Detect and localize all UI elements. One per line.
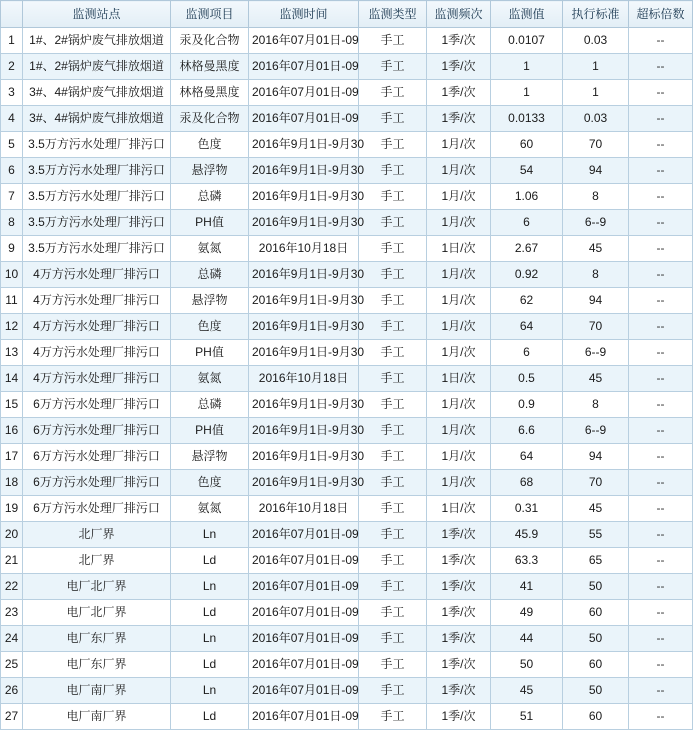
cell-over: -- [629,470,693,496]
table-row[interactable] [1,106,693,132]
cell-time: 2016年9月1日-9月30 [249,418,359,444]
cell-idx: 7 [1,184,23,210]
cell-freq: 1日/次 [427,496,491,522]
cell-val: 64 [491,444,563,470]
cell-std: 70 [563,132,629,158]
cell-idx: 27 [1,704,23,730]
cell-item: Ln [171,626,249,652]
cell-val: 50 [491,652,563,678]
cell-time: 2016年9月1日-9月30 [249,210,359,236]
cell-idx: 11 [1,288,23,314]
cell-item: 总磷 [171,184,249,210]
cell-val: 63.3 [491,548,563,574]
cell-std: 45 [563,496,629,522]
cell-val: 1 [491,80,563,106]
cell-std: 0.03 [563,106,629,132]
cell-over: -- [629,80,693,106]
cell-site: 电厂东厂界 [23,652,171,678]
column-header-type[interactable]: 监测类型 [359,1,427,28]
cell-item: 汞及化合物 [171,28,249,54]
cell-type: 手工 [359,106,427,132]
cell-freq: 1季/次 [427,28,491,54]
cell-type: 手工 [359,548,427,574]
cell-site: 6万方污水处理厂排污口 [23,418,171,444]
cell-freq: 1季/次 [427,548,491,574]
cell-idx: 12 [1,314,23,340]
cell-freq: 1月/次 [427,288,491,314]
cell-val: 54 [491,158,563,184]
column-header-standard[interactable]: 执行标准 [563,1,629,28]
cell-freq: 1季/次 [427,106,491,132]
cell-type: 手工 [359,184,427,210]
cell-idx: 17 [1,444,23,470]
cell-std: 8 [563,262,629,288]
cell-freq: 1季/次 [427,54,491,80]
cell-over: -- [629,28,693,54]
cell-val: 6 [491,210,563,236]
cell-time: 2016年07月01日-09 [249,548,359,574]
cell-idx: 2 [1,54,23,80]
cell-val: 1.06 [491,184,563,210]
cell-site: 4万方污水处理厂排污口 [23,366,171,392]
cell-val: 0.9 [491,392,563,418]
cell-over: -- [629,366,693,392]
table-row[interactable] [1,210,693,236]
cell-over: -- [629,210,693,236]
table-row[interactable] [1,470,693,496]
cell-time: 2016年9月1日-9月30 [249,288,359,314]
cell-item: Ld [171,548,249,574]
cell-item: 悬浮物 [171,288,249,314]
cell-val: 41 [491,574,563,600]
cell-over: -- [629,496,693,522]
cell-time: 2016年9月1日-9月30 [249,340,359,366]
cell-std: 45 [563,366,629,392]
table-row[interactable] [1,652,693,678]
cell-time: 2016年07月01日-09 [249,678,359,704]
table-row[interactable] [1,392,693,418]
cell-freq: 1日/次 [427,366,491,392]
cell-freq: 1月/次 [427,210,491,236]
cell-item: Ld [171,600,249,626]
column-header-frequency[interactable]: 监测频次 [427,1,491,28]
cell-item: 林格曼黑度 [171,80,249,106]
cell-over: -- [629,522,693,548]
cell-val: 45 [491,678,563,704]
cell-idx: 15 [1,392,23,418]
cell-idx: 21 [1,548,23,574]
cell-std: 70 [563,470,629,496]
cell-freq: 1月/次 [427,184,491,210]
cell-val: 68 [491,470,563,496]
cell-over: -- [629,678,693,704]
cell-val: 0.31 [491,496,563,522]
cell-type: 手工 [359,600,427,626]
table-row[interactable] [1,366,693,392]
cell-over: -- [629,288,693,314]
cell-freq: 1月/次 [427,340,491,366]
cell-item: Ld [171,652,249,678]
column-header-index[interactable] [1,1,23,28]
cell-type: 手工 [359,210,427,236]
cell-item: PH值 [171,418,249,444]
cell-freq: 1月/次 [427,262,491,288]
table-row[interactable] [1,80,693,106]
cell-freq: 1日/次 [427,236,491,262]
cell-std: 45 [563,236,629,262]
cell-time: 2016年9月1日-9月30 [249,184,359,210]
cell-freq: 1季/次 [427,704,491,730]
cell-site: 3.5万方污水处理厂排污口 [23,132,171,158]
cell-over: -- [629,132,693,158]
table-row[interactable] [1,340,693,366]
cell-std: 1 [563,54,629,80]
cell-over: -- [629,392,693,418]
cell-time: 2016年9月1日-9月30 [249,262,359,288]
cell-item: 汞及化合物 [171,106,249,132]
cell-freq: 1季/次 [427,626,491,652]
cell-over: -- [629,418,693,444]
cell-std: 55 [563,522,629,548]
cell-freq: 1月/次 [427,444,491,470]
cell-item: 悬浮物 [171,158,249,184]
cell-idx: 25 [1,652,23,678]
cell-val: 0.92 [491,262,563,288]
cell-time: 2016年9月1日-9月30 [249,470,359,496]
cell-site: 3.5万方污水处理厂排污口 [23,236,171,262]
cell-site: 1#、2#锅炉废气排放烟道 [23,28,171,54]
cell-item: 氨氮 [171,366,249,392]
cell-type: 手工 [359,678,427,704]
cell-item: 林格曼黑度 [171,54,249,80]
cell-site: 电厂北厂界 [23,574,171,600]
cell-type: 手工 [359,158,427,184]
cell-over: -- [629,600,693,626]
table-row[interactable] [1,288,693,314]
cell-type: 手工 [359,444,427,470]
cell-site: 6万方污水处理厂排污口 [23,470,171,496]
cell-idx: 16 [1,418,23,444]
cell-site: 6万方污水处理厂排污口 [23,444,171,470]
table-row[interactable] [1,496,693,522]
column-header-value[interactable]: 监测值 [491,1,563,28]
table-header [1,1,693,28]
cell-type: 手工 [359,288,427,314]
cell-over: -- [629,184,693,210]
table-row[interactable] [1,158,693,184]
cell-type: 手工 [359,54,427,80]
cell-item: 色度 [171,470,249,496]
cell-site: 3.5万方污水处理厂排污口 [23,184,171,210]
cell-std: 1 [563,80,629,106]
cell-time: 2016年10月18日 [249,496,359,522]
cell-site: 电厂东厂界 [23,626,171,652]
cell-val: 1 [491,54,563,80]
cell-site: 电厂北厂界 [23,600,171,626]
cell-idx: 9 [1,236,23,262]
cell-over: -- [629,158,693,184]
cell-item: Ln [171,574,249,600]
cell-item: Ln [171,678,249,704]
cell-val: 2.67 [491,236,563,262]
cell-idx: 10 [1,262,23,288]
table-row[interactable] [1,678,693,704]
cell-site: 3#、4#锅炉废气排放烟道 [23,106,171,132]
table-row[interactable] [1,28,693,54]
cell-val: 0.0133 [491,106,563,132]
cell-type: 手工 [359,314,427,340]
cell-item: PH值 [171,210,249,236]
cell-idx: 13 [1,340,23,366]
table-row[interactable] [1,184,693,210]
cell-item: Ln [171,522,249,548]
cell-val: 0.5 [491,366,563,392]
cell-freq: 1月/次 [427,470,491,496]
table-row[interactable] [1,314,693,340]
table-row[interactable] [1,418,693,444]
cell-freq: 1月/次 [427,132,491,158]
cell-freq: 1季/次 [427,600,491,626]
cell-type: 手工 [359,262,427,288]
cell-val: 45.9 [491,522,563,548]
cell-over: -- [629,548,693,574]
cell-time: 2016年07月01日-09 [249,522,359,548]
cell-idx: 22 [1,574,23,600]
cell-std: 60 [563,600,629,626]
table-row[interactable] [1,704,693,730]
cell-time: 2016年9月1日-9月30 [249,314,359,340]
cell-type: 手工 [359,704,427,730]
cell-over: -- [629,262,693,288]
cell-type: 手工 [359,652,427,678]
cell-site: 6万方污水处理厂排污口 [23,496,171,522]
cell-val: 0.0107 [491,28,563,54]
table-row[interactable] [1,548,693,574]
cell-idx: 24 [1,626,23,652]
cell-time: 2016年10月18日 [249,366,359,392]
table-row[interactable] [1,262,693,288]
cell-time: 2016年07月01日-09 [249,704,359,730]
cell-site: 3.5万方污水处理厂排污口 [23,210,171,236]
cell-std: 50 [563,574,629,600]
table-row[interactable] [1,236,693,262]
cell-std: 6--9 [563,418,629,444]
cell-std: 94 [563,288,629,314]
cell-type: 手工 [359,80,427,106]
cell-val: 51 [491,704,563,730]
cell-idx: 5 [1,132,23,158]
cell-idx: 1 [1,28,23,54]
cell-time: 2016年07月01日-09 [249,28,359,54]
table-row[interactable] [1,54,693,80]
cell-site: 6万方污水处理厂排污口 [23,392,171,418]
cell-type: 手工 [359,496,427,522]
cell-item: PH值 [171,340,249,366]
cell-std: 6--9 [563,340,629,366]
cell-type: 手工 [359,392,427,418]
cell-item: 总磷 [171,262,249,288]
cell-std: 8 [563,392,629,418]
cell-time: 2016年07月01日-09 [249,626,359,652]
cell-site: 4万方污水处理厂排污口 [23,314,171,340]
cell-item: 氨氮 [171,496,249,522]
cell-freq: 1月/次 [427,158,491,184]
cell-type: 手工 [359,522,427,548]
cell-over: -- [629,106,693,132]
cell-idx: 18 [1,470,23,496]
cell-idx: 6 [1,158,23,184]
cell-item: 色度 [171,132,249,158]
cell-idx: 3 [1,80,23,106]
table-row[interactable] [1,132,693,158]
cell-item: 悬浮物 [171,444,249,470]
table-row[interactable] [1,444,693,470]
cell-val: 6 [491,340,563,366]
cell-site: 北厂界 [23,522,171,548]
table-row[interactable] [1,522,693,548]
cell-freq: 1季/次 [427,652,491,678]
cell-idx: 19 [1,496,23,522]
cell-type: 手工 [359,366,427,392]
cell-time: 2016年07月01日-09 [249,106,359,132]
cell-over: -- [629,314,693,340]
cell-std: 6--9 [563,210,629,236]
cell-std: 50 [563,678,629,704]
cell-freq: 1季/次 [427,522,491,548]
cell-std: 8 [563,184,629,210]
cell-over: -- [629,574,693,600]
cell-time: 2016年9月1日-9月30 [249,132,359,158]
cell-val: 60 [491,132,563,158]
cell-over: -- [629,236,693,262]
cell-std: 0.03 [563,28,629,54]
cell-freq: 1月/次 [427,314,491,340]
cell-freq: 1季/次 [427,678,491,704]
cell-item: 氨氮 [171,236,249,262]
cell-over: -- [629,444,693,470]
cell-type: 手工 [359,28,427,54]
cell-val: 64 [491,314,563,340]
cell-site: 4万方污水处理厂排污口 [23,288,171,314]
cell-site: 4万方污水处理厂排污口 [23,340,171,366]
cell-site: 1#、2#锅炉废气排放烟道 [23,54,171,80]
cell-type: 手工 [359,418,427,444]
cell-idx: 23 [1,600,23,626]
cell-idx: 8 [1,210,23,236]
cell-site: 电厂南厂界 [23,704,171,730]
cell-std: 65 [563,548,629,574]
cell-over: -- [629,652,693,678]
cell-std: 50 [563,626,629,652]
cell-freq: 1月/次 [427,392,491,418]
cell-type: 手工 [359,236,427,262]
cell-time: 2016年07月01日-09 [249,652,359,678]
cell-val: 49 [491,600,563,626]
cell-freq: 1季/次 [427,574,491,600]
table-row[interactable] [1,574,693,600]
table-row[interactable] [1,600,693,626]
cell-time: 2016年9月1日-9月30 [249,444,359,470]
cell-type: 手工 [359,626,427,652]
cell-time: 2016年10月18日 [249,236,359,262]
cell-std: 94 [563,158,629,184]
cell-std: 60 [563,704,629,730]
cell-std: 70 [563,314,629,340]
cell-over: -- [629,54,693,80]
cell-freq: 1月/次 [427,418,491,444]
cell-idx: 4 [1,106,23,132]
cell-site: 3.5万方污水处理厂排污口 [23,158,171,184]
table-row[interactable] [1,626,693,652]
cell-val: 6.6 [491,418,563,444]
cell-over: -- [629,704,693,730]
cell-idx: 26 [1,678,23,704]
cell-type: 手工 [359,340,427,366]
cell-item: Ld [171,704,249,730]
column-header-exceed-ratio[interactable]: 超标倍数 [629,1,693,28]
cell-site: 北厂界 [23,548,171,574]
cell-over: -- [629,626,693,652]
cell-idx: 20 [1,522,23,548]
cell-item: 总磷 [171,392,249,418]
cell-time: 2016年07月01日-09 [249,574,359,600]
cell-type: 手工 [359,574,427,600]
column-header-site[interactable]: 监测站点 [23,1,171,28]
cell-time: 2016年9月1日-9月30 [249,158,359,184]
cell-std: 94 [563,444,629,470]
cell-site: 电厂南厂界 [23,678,171,704]
cell-site: 4万方污水处理厂排污口 [23,262,171,288]
cell-time: 2016年07月01日-09 [249,80,359,106]
cell-time: 2016年9月1日-9月30 [249,392,359,418]
table-body [1,28,693,730]
cell-time: 2016年07月01日-09 [249,600,359,626]
cell-freq: 1季/次 [427,80,491,106]
cell-std: 60 [563,652,629,678]
column-header-time[interactable]: 监测时间 [249,1,359,28]
cell-type: 手工 [359,470,427,496]
cell-val: 44 [491,626,563,652]
cell-idx: 14 [1,366,23,392]
cell-over: -- [629,340,693,366]
table-header-row [1,1,693,28]
cell-item: 色度 [171,314,249,340]
cell-site: 3#、4#锅炉废气排放烟道 [23,80,171,106]
cell-val: 62 [491,288,563,314]
cell-type: 手工 [359,132,427,158]
cell-time: 2016年07月01日-09 [249,54,359,80]
column-header-item[interactable]: 监测项目 [171,1,249,28]
